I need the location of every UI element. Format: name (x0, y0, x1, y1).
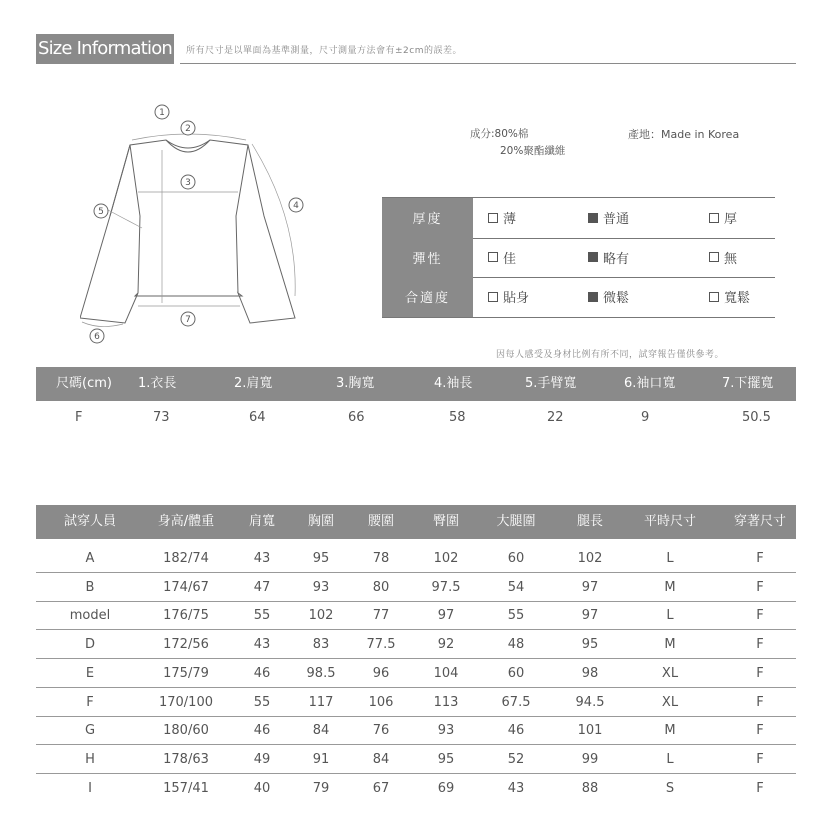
size-cell: F (75, 410, 83, 425)
table-cell: 97.5 (431, 580, 461, 595)
table-cell: L (666, 752, 674, 767)
size-cell: 50.5 (742, 410, 771, 425)
table-cell: 104 (433, 666, 459, 681)
table-cell: A (85, 551, 95, 566)
svg-text:6: 6 (94, 332, 100, 342)
measurement-markers (90, 105, 303, 343)
model-col-header: 臀圍 (432, 514, 460, 529)
size-cell: 22 (547, 410, 564, 425)
svg-text:7: 7 (185, 315, 191, 325)
composition-line-2: 20%聚酯纖維 (500, 145, 566, 157)
table-cell: 83 (312, 637, 330, 652)
table-cell: 78 (372, 551, 390, 566)
table-cell: 43 (253, 637, 271, 652)
table-cell: 95 (312, 551, 330, 566)
size-col-header: 6.袖口寬 (624, 376, 676, 391)
table-cell: 77.5 (366, 637, 396, 652)
table-cell: 84 (312, 723, 330, 738)
row-divider (36, 658, 796, 659)
garment-diagram (80, 98, 320, 348)
checkbox-icon (709, 252, 719, 262)
table-cell: 96 (372, 666, 390, 681)
model-col-header: 身高/體重 (157, 514, 215, 529)
table-cell: F (756, 666, 764, 681)
table-cell: F (756, 752, 764, 767)
model-col-header: 試穿人員 (63, 514, 117, 529)
size-cell: 9 (641, 410, 650, 425)
option-none: 無 (709, 238, 737, 278)
table-row (36, 631, 796, 659)
table-cell: 67 (372, 781, 390, 796)
table-cell: 88 (581, 781, 599, 796)
table-cell: 174/67 (163, 580, 209, 595)
table-cell: 69 (437, 781, 455, 796)
size-col-header: 3.胸寬 (336, 376, 375, 391)
svg-text:3: 3 (185, 178, 191, 188)
option-good: 佳 (488, 238, 516, 278)
svg-text:5: 5 (98, 207, 104, 217)
table-cell: 60 (507, 666, 525, 681)
property-row-elasticity (382, 238, 775, 278)
table-cell: F (756, 723, 764, 738)
row-divider (36, 629, 796, 630)
table-cell: 94.5 (575, 695, 605, 710)
property-label: 彈性 (382, 238, 473, 278)
model-col-header: 大腿圍 (496, 514, 536, 529)
table-cell: L (666, 608, 674, 623)
table-cell: 101 (577, 723, 603, 738)
table-cell: 102 (308, 608, 334, 623)
row-divider (36, 773, 796, 774)
table-cell: 97 (581, 580, 599, 595)
table-cell: M (664, 723, 676, 738)
table-cell: 98.5 (306, 666, 336, 681)
option-slight: 略有 (588, 238, 629, 278)
table-cell: 117 (308, 695, 334, 710)
table-cell: 102 (577, 551, 603, 566)
size-cell: 73 (153, 410, 170, 425)
property-row-fit (382, 277, 775, 317)
size-cell: 64 (249, 410, 266, 425)
size-col-header: 2.肩寬 (234, 376, 273, 391)
table-cell: 170/100 (158, 695, 214, 710)
table-row (36, 574, 796, 602)
checkbox-icon (709, 213, 719, 223)
table-cell: 46 (253, 723, 271, 738)
size-col-header: 尺碼(cm) (56, 376, 112, 391)
table-cell: 55 (507, 608, 525, 623)
fabric-properties-table (382, 197, 775, 318)
checkbox-icon (488, 213, 498, 223)
table-cell: 77 (372, 608, 390, 623)
table-row (36, 660, 796, 688)
model-col-header: 肩寬 (248, 514, 276, 529)
table-cell: F (86, 695, 94, 710)
table-cell: XL (661, 695, 679, 710)
size-col-header: 4.袖長 (434, 376, 473, 391)
header-divider (180, 63, 796, 64)
table-cell: 52 (507, 752, 525, 767)
table-cell: F (756, 637, 764, 652)
table-cell: M (664, 637, 676, 652)
table-cell: 172/56 (163, 637, 209, 652)
table-row (36, 746, 796, 774)
model-table-header (36, 505, 796, 539)
table-cell: 47 (253, 580, 271, 595)
table-cell: 43 (253, 551, 271, 566)
origin-label: 產地：Made in Korea (628, 128, 740, 141)
model-col-header: 胸圍 (307, 514, 335, 529)
table-cell: S (665, 781, 675, 796)
svg-text:4: 4 (293, 201, 299, 211)
row-divider (36, 687, 796, 688)
table-cell: B (85, 580, 95, 595)
model-col-header: 平時尺寸 (643, 514, 697, 529)
table-cell: 175/79 (163, 666, 209, 681)
table-row (36, 545, 796, 573)
property-label: 厚度 (382, 198, 473, 238)
table-cell: 48 (507, 637, 525, 652)
size-col-header: 5.手臂寬 (525, 376, 577, 391)
table-cell: 97 (581, 608, 599, 623)
checkbox-icon (488, 292, 498, 302)
option-normal: 普通 (588, 198, 629, 238)
size-cell: 58 (449, 410, 466, 425)
table-cell: 54 (507, 580, 525, 595)
table-cell: I (88, 781, 92, 796)
model-col-header: 腿長 (576, 514, 604, 529)
table-cell: model (69, 608, 111, 623)
table-cell: 176/75 (163, 608, 209, 623)
table-cell: H (85, 752, 95, 767)
checkbox-icon (709, 292, 719, 302)
disclaimer-note: 因每人感受及身材比例有所不同，試穿報告僅供參考。 (496, 350, 725, 360)
svg-text:1: 1 (159, 108, 165, 118)
table-cell: XL (661, 666, 679, 681)
table-cell: 95 (581, 637, 599, 652)
table-cell: 97 (437, 608, 455, 623)
measurement-note: 所有尺寸是以單面為基準測量，尺寸測量方法會有±2cm的誤差。 (186, 46, 462, 56)
table-cell: 102 (433, 551, 459, 566)
composition-line-1: 成分:80%棉 (470, 128, 529, 140)
table-cell: 180/60 (163, 723, 209, 738)
table-row (36, 689, 796, 717)
table-cell: 80 (372, 580, 390, 595)
table-cell: 46 (507, 723, 525, 738)
option-thick: 厚 (709, 198, 737, 238)
option-thin: 薄 (488, 198, 516, 238)
model-col-header: 腰圍 (367, 514, 395, 529)
table-cell: 49 (253, 752, 271, 767)
table-cell: M (664, 580, 676, 595)
table-cell: F (756, 551, 764, 566)
table-cell: 93 (312, 580, 330, 595)
table-cell: 182/74 (163, 551, 209, 566)
table-cell: 79 (312, 781, 330, 796)
checkbox-icon (488, 252, 498, 262)
page-title: Size Information (37, 38, 173, 59)
size-table-header (36, 367, 796, 401)
table-cell: 95 (437, 752, 455, 767)
option-loose: 寬鬆 (709, 277, 750, 317)
row-divider (36, 572, 796, 573)
row-divider (36, 744, 796, 745)
table-cell: 67.5 (501, 695, 531, 710)
table-cell: F (756, 695, 764, 710)
table-cell: F (756, 580, 764, 595)
option-relaxed: 微鬆 (588, 277, 629, 317)
property-row-thickness (382, 198, 775, 238)
table-cell: 55 (253, 608, 271, 623)
table-cell: 46 (253, 666, 271, 681)
property-label: 合適度 (382, 277, 473, 317)
table-row (36, 602, 796, 630)
svg-text:2: 2 (185, 124, 191, 134)
model-col-header: 穿著尺寸 (733, 514, 787, 529)
table-cell: 60 (507, 551, 525, 566)
table-row (36, 717, 796, 745)
table-cell: 55 (253, 695, 271, 710)
table-row (36, 775, 796, 803)
table-cell: 92 (437, 637, 455, 652)
table-cell: F (756, 781, 764, 796)
table-cell: F (756, 608, 764, 623)
table-cell: 43 (507, 781, 525, 796)
table-cell: 91 (312, 752, 330, 767)
checked-box-icon (588, 252, 598, 262)
table-cell: 99 (581, 752, 599, 767)
size-cell: 66 (348, 410, 365, 425)
table-cell: E (85, 666, 95, 681)
table-cell: D (84, 637, 96, 652)
option-fitted: 貼身 (488, 277, 529, 317)
table-cell: G (84, 723, 96, 738)
table-cell: 76 (372, 723, 390, 738)
table-cell: 178/63 (163, 752, 209, 767)
table-cell: L (666, 551, 674, 566)
size-col-header: 1.衣長 (138, 376, 177, 391)
size-col-header: 7.下擺寬 (722, 376, 774, 391)
table-cell: 113 (433, 695, 459, 710)
table-cell: 93 (437, 723, 455, 738)
table-cell: 40 (253, 781, 271, 796)
checked-box-icon (588, 213, 598, 223)
table-cell: 98 (581, 666, 599, 681)
checked-box-icon (588, 292, 598, 302)
table-cell: 84 (372, 752, 390, 767)
table-cell: 106 (368, 695, 394, 710)
table-cell: 157/41 (163, 781, 209, 796)
